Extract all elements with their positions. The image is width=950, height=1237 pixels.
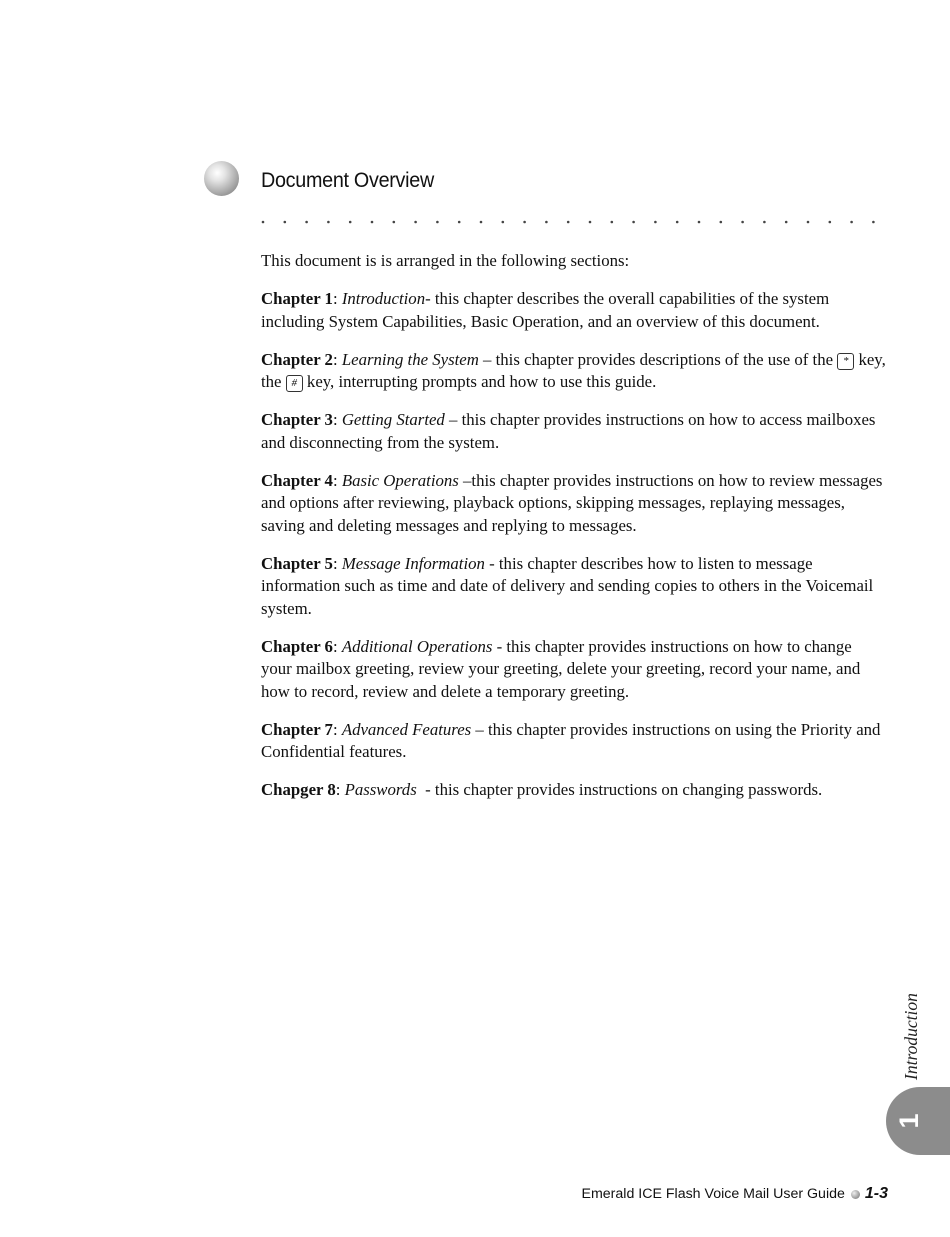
- chapter-description: this chapter provides instructions on using the Priority and Confidential features.: [261, 719, 881, 761]
- chapter-entry-2: Chapter 2: Learning the System – this chapter provides descriptions of the use of the * key, the # key, interrupting prompts and how to use this guide.: [261, 349, 886, 391]
- chapter-title: Introduction: [341, 289, 426, 308]
- chapter-description: this chapter describes the overall capabilities of the system including System Capabilities, Basic Operation, and an overview of this document.: [261, 289, 830, 331]
- chapter-entry-5: Chapter 5: Message Information - this chapter describes how to listen to message information such as time and date of delivery and sending copies to others in the Voicemail system.: [261, 553, 874, 618]
- chapter-title: Basic Operations: [341, 470, 459, 490]
- page-footer: [582, 1185, 888, 1203]
- chapter-description: this chapter provides instructions on how to review messages and options after reviewing, playback options, skipping messages, replaying messages, saving and deleting messages and replying to messages.: [261, 470, 883, 535]
- chapter-label: Chapter 1: [261, 289, 333, 308]
- section-body: [261, 250, 886, 817]
- footer-guide-title: Emerald ICE Flash Voice Mail User Guide: [581, 1186, 845, 1202]
- chapter-entry-8: Chapger 8: Passwords - this chapter provides instructions on changing passwords.: [261, 780, 823, 799]
- chapter-title: Learning the System: [341, 349, 479, 369]
- star-key-icon: *: [837, 353, 854, 370]
- section-bullet-sphere-icon: [204, 161, 239, 196]
- chapter-separator: -: [425, 289, 435, 308]
- chapter-description: this chapter provides instructions on changing passwords.: [434, 780, 823, 799]
- chapter-entry-3: Chapter 3: Getting Started – this chapter provides instructions on how to access mailboxes and disconnecting from the system.: [261, 410, 876, 452]
- chapter-separator: -: [484, 553, 499, 573]
- pound-key-icon: #: [286, 375, 303, 392]
- chapter-description: key, interrupting prompts and how to use this guide.: [306, 372, 657, 391]
- chapter-description: this chapter provides instructions on how to change your mailbox greeting, review your greeting, delete your greeting, record your name, and how to record, review and delete a temporary greeting.: [261, 636, 861, 701]
- chapter-description: this chapter describes how to listen to message information such as time and date of delivery and sending copies to others in the Voicemail system.: [261, 553, 874, 618]
- chapter-label: Chapter 2: [261, 349, 333, 369]
- chapter-title: Additional Operations: [341, 636, 493, 656]
- chapter-separator: –: [471, 719, 488, 739]
- chapter-label: Chapger 8: [261, 780, 336, 799]
- intro-paragraph: This document is is arranged in the following sections:: [261, 251, 630, 270]
- chapter-separator: –: [478, 349, 496, 369]
- chapter-separator: -: [416, 780, 435, 799]
- section-heading: Document Overview: [261, 169, 434, 192]
- chapter-entry-7: Chapter 7: Advanced Features – this chapter provides instructions on using the Priority and Confidential features.: [261, 719, 881, 761]
- chapter-entry-4: Chapter 4: Basic Operations –this chapter provides instructions on how to review messages and options after reviewing, playback options, skipping messages, replaying messages, saving and deleting messages and replying to messages.: [261, 470, 883, 535]
- chapter-separator: -: [492, 636, 507, 656]
- chapter-label: Chapter 7: [261, 719, 333, 739]
- chapter-separator: –: [458, 470, 472, 490]
- chapter-entry-1: Chapter 1: Introduction- this chapter describes the overall capabilities of the system including System Capabilities, Basic Operation, and an overview of this document.: [261, 289, 830, 331]
- chapter-tab-label: Introduction: [901, 993, 921, 1080]
- footer-bullet-icon: [851, 1190, 860, 1199]
- chapter-label: Chapter 5: [261, 553, 333, 573]
- chapter-title: Message Information: [341, 553, 485, 573]
- chapter-label: Chapter 4: [261, 470, 333, 490]
- chapter-separator: –: [444, 410, 462, 429]
- chapter-label: Chapter 6: [261, 636, 333, 656]
- chapter-label: Chapter 3: [261, 410, 333, 429]
- chapter-entry-6: Chapter 6: Additional Operations - this chapter provides instructions on how to change your mailbox greeting, review your greeting, delete your greeting, record your name, and how to record, review and delete a temporary greeting.: [261, 636, 861, 701]
- chapter-title: Passwords: [344, 780, 417, 799]
- chapter-description: this chapter provides descriptions of the use of the: [495, 349, 834, 369]
- chapter-description: this chapter provides instructions on how to access mailboxes and disconnecting from the system.: [261, 410, 876, 452]
- chapter-description: key, the: [261, 349, 886, 391]
- chapter-title: Getting Started: [341, 410, 445, 429]
- chapter-title: Advanced Features: [341, 719, 472, 739]
- page-number: 1-3: [864, 1185, 888, 1202]
- dotted-rule: [261, 218, 881, 226]
- chapter-tab-number: 1: [894, 1113, 924, 1129]
